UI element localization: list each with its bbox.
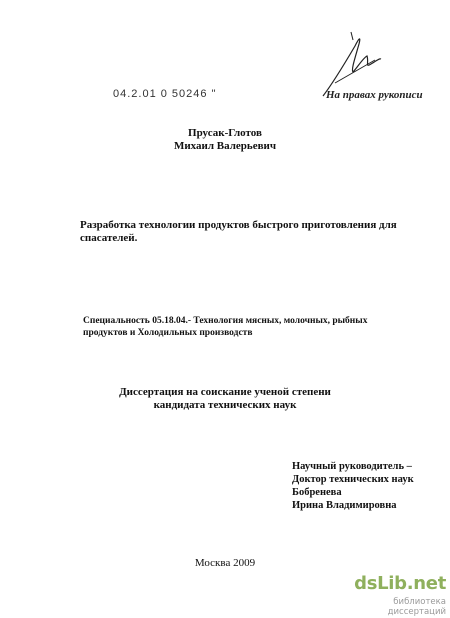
archive-stamp-number: 04.2.01 0 50246 " bbox=[113, 88, 217, 100]
advisor-role: Научный руководитель – bbox=[292, 461, 412, 472]
scientific-advisor bbox=[292, 460, 414, 512]
degree-line-2: кандидата технических наук bbox=[153, 399, 297, 411]
author-block bbox=[0, 127, 450, 153]
advisor-degree: Доктор технических наук bbox=[292, 474, 414, 485]
degree-line-1: Диссертация на соискание ученой степени bbox=[119, 386, 331, 398]
specialty-line: Специальность 05.18.04.- Технология мясных, молочных, рыбных продуктов и Холодильных производств bbox=[83, 316, 368, 338]
advisor-surname: Бобренева bbox=[292, 487, 342, 498]
dslib-watermark-logo[interactable] bbox=[334, 573, 446, 615]
city-and-year: Москва 2009 bbox=[194, 557, 256, 569]
advisor-given-names: Ирина Владимировна bbox=[292, 500, 397, 511]
watermark-brand: dsLib.net bbox=[354, 573, 446, 594]
dissertation-title: Разработка технологии продуктов быстрого приготовления для спасателей. bbox=[80, 219, 397, 244]
watermark-tagline: библиотека диссертаций bbox=[387, 597, 446, 617]
author-surname: Прусак-Глотов bbox=[188, 127, 262, 139]
degree-statement bbox=[0, 386, 450, 412]
author-given-names: Михаил Валерьевич bbox=[173, 140, 277, 152]
manuscript-note: На правах рукописи bbox=[326, 89, 423, 101]
